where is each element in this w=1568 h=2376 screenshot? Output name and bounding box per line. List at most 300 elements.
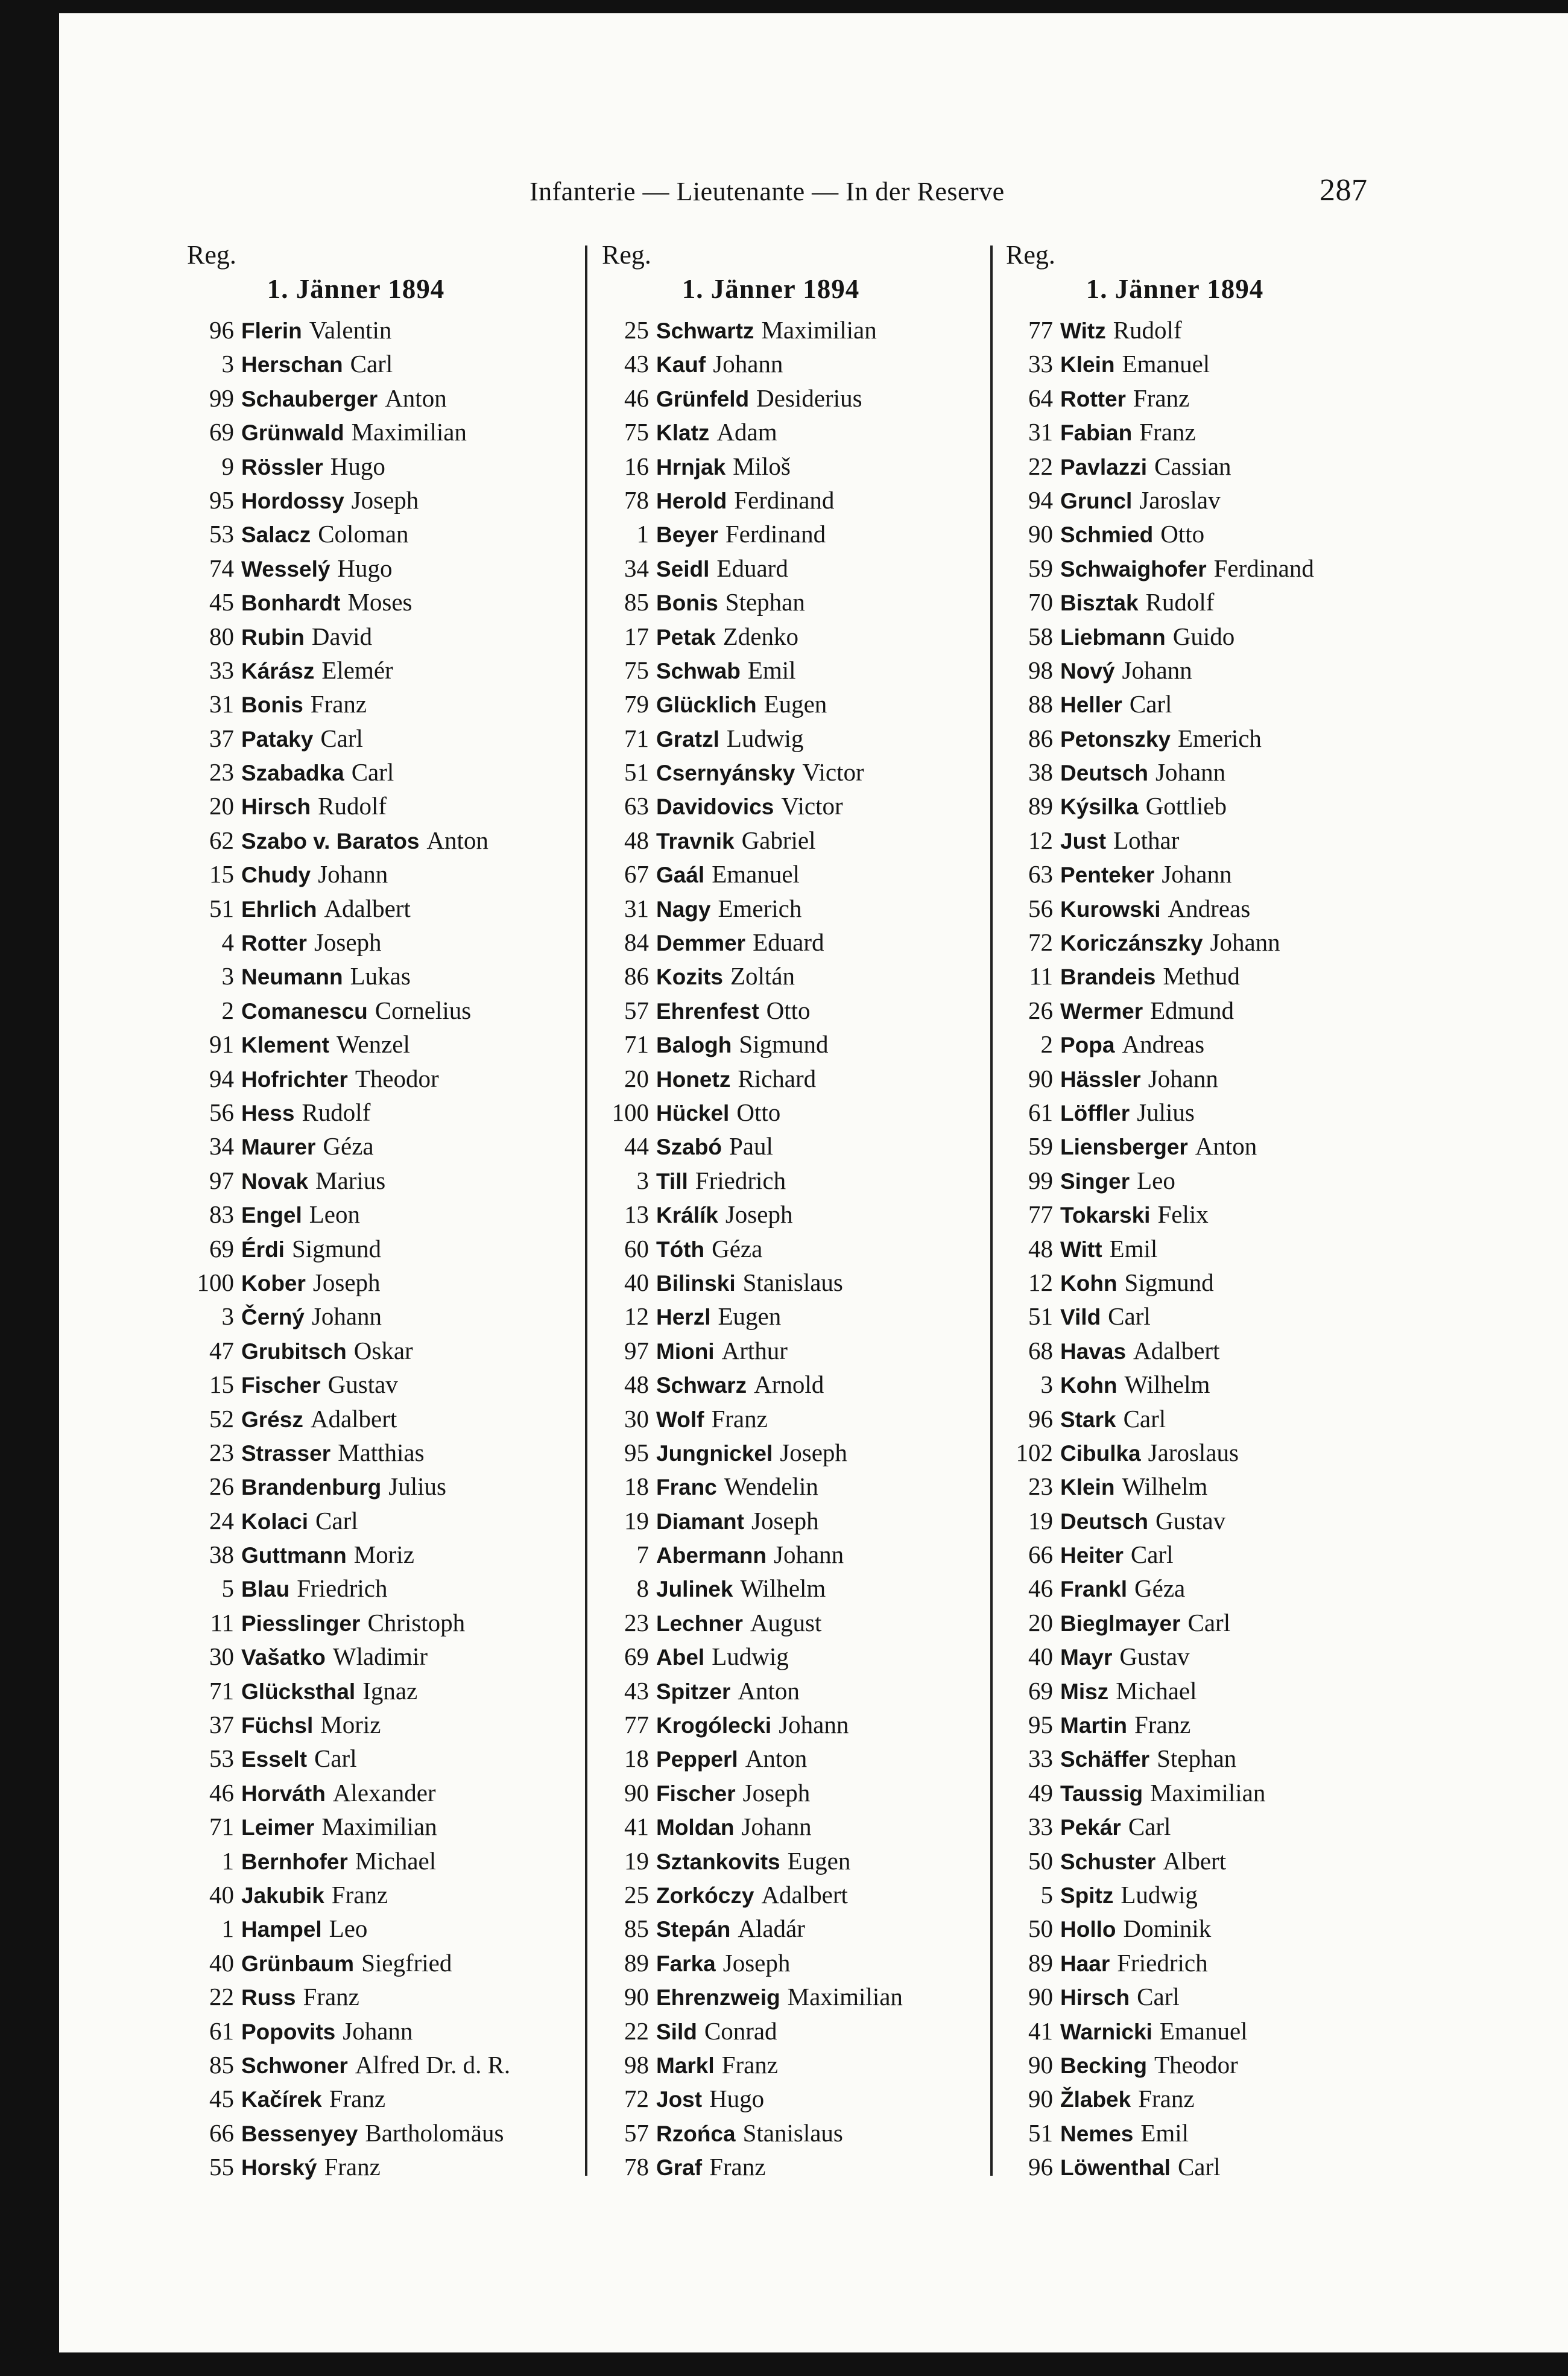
given-name: Adam xyxy=(716,418,777,446)
reg-number: 95 xyxy=(209,486,234,514)
surname: Maurer xyxy=(241,1135,316,1160)
given-name: Adalbert xyxy=(324,894,411,922)
reg-number: 19 xyxy=(1028,1506,1053,1535)
given-name: Stanislaus xyxy=(742,2118,843,2147)
given-name: Arnold xyxy=(754,1370,824,1399)
list-item xyxy=(187,1129,525,1163)
given-name: Emil xyxy=(747,656,796,684)
list-item xyxy=(602,1606,940,1639)
given-name: Rudolf xyxy=(318,792,387,820)
given-name: Otto xyxy=(766,996,811,1024)
given-name: Gabriel xyxy=(741,826,816,854)
given-name: Carl xyxy=(1187,1608,1231,1636)
given-name: Wenzel xyxy=(336,1030,410,1059)
list-item xyxy=(602,857,940,891)
reg-number: 30 xyxy=(209,1643,234,1671)
given-name: Joseph xyxy=(722,1948,791,1977)
reg-number: 4 xyxy=(221,928,234,957)
reg-number: 51 xyxy=(209,894,234,922)
given-name: Otto xyxy=(1160,520,1205,548)
surname: Rubin xyxy=(241,624,305,650)
given-name: Carl xyxy=(314,1744,357,1773)
given-name: Ferdinand xyxy=(1213,554,1314,582)
list-item xyxy=(187,1741,525,1775)
given-name: Andreas xyxy=(1168,894,1251,922)
given-name: Julius xyxy=(388,1472,446,1501)
reg-number: 48 xyxy=(1028,1234,1053,1262)
surname: Sztankovits xyxy=(656,1849,780,1874)
list-item xyxy=(602,2116,940,2150)
list-item xyxy=(1006,1436,1344,1469)
reg-number: 53 xyxy=(209,1744,234,1773)
surname: Zorkóczy xyxy=(656,1883,754,1908)
list-item xyxy=(187,1674,525,1708)
surname: Schuster xyxy=(1060,1849,1156,1874)
surname: Gratzl xyxy=(656,726,719,752)
list-item xyxy=(1006,449,1344,483)
reg-number: 79 xyxy=(624,690,649,718)
entry-list xyxy=(187,313,525,2184)
list-item xyxy=(602,959,940,993)
surname: Liebmann xyxy=(1060,624,1166,650)
surname: Haar xyxy=(1060,1951,1110,1976)
given-name: Johann xyxy=(311,1302,382,1331)
list-item xyxy=(187,1844,525,1878)
list-item xyxy=(602,585,940,619)
list-item xyxy=(602,823,940,857)
reg-number: 91 xyxy=(209,1030,234,1059)
entry-list xyxy=(1006,313,1344,2184)
given-name: Bartholomäus xyxy=(365,2118,504,2147)
given-name: Carl xyxy=(1128,1813,1171,1841)
given-name: Maximilian xyxy=(787,1983,903,2011)
list-item xyxy=(187,1469,525,1503)
surname: Klein xyxy=(1060,352,1115,378)
list-item xyxy=(602,1436,940,1469)
given-name: Ferdinand xyxy=(725,520,826,548)
reg-number: 45 xyxy=(209,2085,234,2113)
given-name: Carl xyxy=(320,724,363,752)
reg-number: 44 xyxy=(624,1132,649,1161)
reg-number: 17 xyxy=(624,622,649,650)
list-item xyxy=(187,313,525,347)
surname: Spitz xyxy=(1060,1883,1114,1908)
given-name: Eugen xyxy=(787,1846,851,1875)
reg-number: 90 xyxy=(624,1778,649,1807)
given-name: Gottlieb xyxy=(1145,792,1227,820)
list-item xyxy=(187,551,525,585)
reg-number: 98 xyxy=(624,2050,649,2079)
given-name: Dominik xyxy=(1123,1915,1212,1943)
surname: Tóth xyxy=(656,1237,705,1262)
given-name: Michael xyxy=(1116,1676,1197,1705)
surname: Comanescu xyxy=(241,998,368,1024)
list-item xyxy=(187,1402,525,1436)
given-name: Joseph xyxy=(351,486,419,514)
surname: Sild xyxy=(656,2019,697,2044)
given-name: Oskar xyxy=(353,1336,413,1364)
reg-number: 7 xyxy=(636,1541,649,1569)
given-name: David xyxy=(311,622,373,650)
surname: Herschan xyxy=(241,352,343,378)
surname: Szabó xyxy=(656,1135,722,1160)
given-name: Hugo xyxy=(330,452,385,480)
reg-number: 89 xyxy=(624,1948,649,1977)
surname: Farka xyxy=(656,1951,716,1976)
reg-number: 80 xyxy=(209,622,234,650)
given-name: Stanislaus xyxy=(742,1268,843,1296)
entry-list xyxy=(602,313,940,2184)
surname: Bonis xyxy=(656,591,718,616)
surname: Klein xyxy=(1060,1475,1115,1500)
reg-number: 66 xyxy=(1028,1541,1053,1569)
list-item xyxy=(187,1776,525,1810)
reg-number: 11 xyxy=(210,1608,234,1636)
given-name: Matthias xyxy=(338,1438,425,1466)
reg-number: 98 xyxy=(1028,656,1053,684)
given-name: Ludwig xyxy=(712,1643,789,1671)
surname: Nagy xyxy=(656,896,711,922)
reg-number: 71 xyxy=(209,1813,234,1841)
given-name: Carl xyxy=(1129,690,1172,718)
given-name: Theodor xyxy=(355,1064,439,1092)
list-item xyxy=(187,1571,525,1605)
given-name: Géza xyxy=(712,1234,763,1262)
list-item xyxy=(187,653,525,687)
surname: Hirsch xyxy=(241,794,311,820)
given-name: Adalbert xyxy=(310,1404,397,1433)
surname: Seidl xyxy=(656,556,710,581)
given-name: Franz xyxy=(1139,418,1196,446)
reg-number: 12 xyxy=(1028,826,1053,854)
given-name: Adalbert xyxy=(1133,1336,1220,1364)
surname: Strasser xyxy=(241,1440,331,1466)
surname: Hordossy xyxy=(241,488,344,513)
reg-number: 31 xyxy=(209,690,234,718)
reg-number: 3 xyxy=(221,1302,234,1331)
list-item xyxy=(1006,381,1344,415)
given-name: Victor xyxy=(781,792,843,820)
list-item xyxy=(602,1878,940,1912)
reg-number: 90 xyxy=(1028,520,1053,548)
given-name: Joseph xyxy=(314,928,382,957)
list-item xyxy=(187,619,525,653)
list-item xyxy=(1006,1469,1344,1503)
surname: Petonszky xyxy=(1060,726,1171,752)
list-item xyxy=(602,2150,940,2184)
list-item xyxy=(1006,551,1344,585)
reg-number: 96 xyxy=(1028,2153,1053,2181)
given-name: Julius xyxy=(1137,1098,1195,1126)
surname: Vašatko xyxy=(241,1645,326,1670)
given-name: Aladár xyxy=(738,1915,805,1943)
list-item xyxy=(187,993,525,1027)
reg-number: 95 xyxy=(624,1438,649,1466)
given-name: Géza xyxy=(323,1132,374,1161)
reg-number: 40 xyxy=(624,1268,649,1296)
reg-number: 51 xyxy=(1028,2118,1053,2147)
surname: Hampel xyxy=(241,1917,322,1942)
reg-number: 41 xyxy=(1028,2016,1053,2045)
list-item xyxy=(1006,1912,1344,1945)
list-item xyxy=(602,483,940,517)
given-name: Maximilian xyxy=(321,1813,437,1841)
surname: Beyer xyxy=(656,522,718,548)
list-item xyxy=(602,1027,940,1061)
surname: Černý xyxy=(241,1305,305,1330)
surname: Stepán xyxy=(656,1917,731,1942)
list-item xyxy=(187,721,525,755)
reg-number: 1 xyxy=(636,520,649,548)
given-name: Richard xyxy=(738,1064,817,1092)
reg-number: 94 xyxy=(1028,486,1053,514)
list-item xyxy=(1006,619,1344,653)
given-name: Carl xyxy=(351,758,394,787)
list-item xyxy=(187,1164,525,1197)
surname: Mioni xyxy=(656,1338,715,1364)
given-name: Eduard xyxy=(716,554,788,582)
list-item xyxy=(187,789,525,823)
list-item xyxy=(602,1504,940,1538)
surname: Klatz xyxy=(656,420,710,446)
reg-number: 75 xyxy=(624,656,649,684)
given-name: Emerich xyxy=(1178,724,1262,752)
list-item xyxy=(187,381,525,415)
reg-number: 33 xyxy=(1028,350,1053,378)
surname: Ehrenzweig xyxy=(656,1985,780,2010)
reg-number: 77 xyxy=(624,1711,649,1739)
given-name: Leo xyxy=(329,1915,368,1943)
reg-number: 69 xyxy=(624,1643,649,1671)
column-2 xyxy=(602,239,940,2184)
surname: Klement xyxy=(241,1033,329,1058)
given-name: Carl xyxy=(1137,1983,1180,2011)
list-item xyxy=(1006,1164,1344,1197)
reg-number: 3 xyxy=(636,1166,649,1194)
surname: Petak xyxy=(656,624,716,650)
given-name: Leon xyxy=(309,1200,360,1229)
given-name: Johann xyxy=(1162,860,1232,889)
given-name: Franz xyxy=(310,690,367,718)
given-name: Sigmund xyxy=(291,1234,382,1262)
given-name: Otto xyxy=(736,1098,781,1126)
surname: Kohn xyxy=(1060,1373,1118,1398)
given-name: Franz xyxy=(331,1880,388,1909)
surname: Schauberger xyxy=(241,386,378,411)
reg-number: 31 xyxy=(1028,418,1053,446)
list-item xyxy=(1006,517,1344,551)
surname: Gaál xyxy=(656,863,705,888)
given-name: Joseph xyxy=(780,1438,847,1466)
given-name: Leo xyxy=(1137,1166,1175,1194)
given-name: Franz xyxy=(329,2085,386,2113)
surname: Fischer xyxy=(241,1373,321,1398)
surname: Löffler xyxy=(1060,1100,1130,1126)
surname: Spitzer xyxy=(656,1679,731,1704)
reg-number: 86 xyxy=(624,962,649,990)
reg-number: 72 xyxy=(624,2085,649,2113)
given-name: Desiderius xyxy=(756,384,862,412)
reg-number: 61 xyxy=(1028,1098,1053,1126)
reg-number: 45 xyxy=(209,588,234,616)
reg-number: 47 xyxy=(209,1336,234,1364)
column-rule xyxy=(990,246,993,2176)
given-name: Paul xyxy=(729,1132,773,1161)
list-item xyxy=(1006,1095,1344,1129)
surname: Tokarski xyxy=(1060,1203,1151,1228)
reg-number: 34 xyxy=(624,554,649,582)
list-item xyxy=(1006,1878,1344,1912)
surname: Kozits xyxy=(656,965,723,990)
reg-number: 78 xyxy=(624,2153,649,2181)
given-name: Joseph xyxy=(312,1268,381,1296)
reg-number: 8 xyxy=(636,1574,649,1603)
given-name: Friedrich xyxy=(1117,1948,1208,1977)
given-name: Victor xyxy=(802,758,864,787)
list-item xyxy=(602,993,940,1027)
list-item xyxy=(602,1980,940,2013)
list-item xyxy=(602,687,940,721)
reg-number: 85 xyxy=(624,588,649,616)
list-item xyxy=(602,1232,940,1266)
surname: Hollo xyxy=(1060,1917,1116,1942)
reg-number: 20 xyxy=(624,1064,649,1092)
surname: Szabo v. Baratos xyxy=(241,828,420,854)
given-name: Franz xyxy=(1138,2085,1195,2113)
reg-number: 40 xyxy=(1028,1643,1053,1671)
surname: Bonis xyxy=(241,692,303,718)
page-title: Infanterie — Lieutenante — In der Reserve xyxy=(530,177,1005,206)
surname: Pataky xyxy=(241,726,314,752)
surname: Flerin xyxy=(241,318,302,343)
list-item xyxy=(602,1266,940,1299)
list-item xyxy=(1006,1062,1344,1095)
surname: Wermer xyxy=(1060,998,1143,1024)
reg-number: 22 xyxy=(624,2016,649,2045)
given-name: Sigmund xyxy=(739,1030,829,1059)
surname: Glücklich xyxy=(656,692,757,718)
date-heading: 1. Jänner 1894 xyxy=(681,274,860,304)
reg-number: 72 xyxy=(1028,928,1053,957)
list-item xyxy=(187,1232,525,1266)
list-item xyxy=(602,1741,940,1775)
surname: Deutsch xyxy=(1060,1509,1148,1534)
surname: Gruncl xyxy=(1060,488,1133,513)
given-name: Emil xyxy=(1109,1234,1158,1262)
given-name: Anton xyxy=(385,384,447,412)
surname: Hess xyxy=(241,1100,295,1126)
list-item xyxy=(602,1810,940,1843)
reg-number: 50 xyxy=(1028,1915,1053,1943)
list-item xyxy=(602,1912,940,1945)
reg-number: 89 xyxy=(1028,1948,1053,1977)
surname: Csernyánsky xyxy=(656,761,795,786)
list-item xyxy=(1006,959,1344,993)
reg-number: 38 xyxy=(209,1541,234,1569)
list-item xyxy=(1006,789,1344,823)
list-item xyxy=(1006,2048,1344,2082)
list-item xyxy=(1006,1266,1344,1299)
given-name: Franz xyxy=(709,2153,766,2181)
list-item xyxy=(187,1606,525,1639)
given-name: Jaroslav xyxy=(1139,486,1221,514)
reg-number: 48 xyxy=(624,1370,649,1399)
reg-number: 22 xyxy=(1028,452,1053,480)
given-name: Alfred Dr. d. R. xyxy=(355,2050,511,2079)
list-item xyxy=(1006,1334,1344,1367)
given-name: Johann xyxy=(713,350,783,378)
reg-number: 19 xyxy=(624,1846,649,1875)
list-item xyxy=(602,1674,940,1708)
given-name: Lothar xyxy=(1113,826,1180,854)
given-name: Anton xyxy=(426,826,488,854)
surname: Bieglmayer xyxy=(1060,1611,1181,1636)
reg-number: 51 xyxy=(1028,1302,1053,1331)
list-item xyxy=(1006,2014,1344,2048)
surname: Markl xyxy=(656,2053,715,2078)
list-item xyxy=(187,687,525,721)
list-item xyxy=(187,1946,525,1980)
list-item xyxy=(187,415,525,449)
reg-number: 56 xyxy=(1028,894,1053,922)
reg-number: 67 xyxy=(624,860,649,889)
surname: Králík xyxy=(656,1203,718,1228)
reg-number: 64 xyxy=(1028,384,1053,412)
list-item xyxy=(187,2116,525,2150)
given-name: Cassian xyxy=(1154,452,1231,480)
surname: Heller xyxy=(1060,692,1122,718)
reg-number: 23 xyxy=(624,1608,649,1636)
reg-number: 63 xyxy=(1028,860,1053,889)
given-name: Anton xyxy=(738,1676,800,1705)
surname: Martin xyxy=(1060,1713,1127,1738)
surname: Deutsch xyxy=(1060,761,1148,786)
reg-number: 43 xyxy=(624,350,649,378)
list-item xyxy=(1006,1741,1344,1775)
reg-number: 89 xyxy=(1028,792,1053,820)
given-name: Carl xyxy=(1108,1302,1151,1331)
list-item xyxy=(1006,1538,1344,1571)
surname: Hrnjak xyxy=(656,454,726,480)
reg-number: 84 xyxy=(624,928,649,957)
list-item xyxy=(602,1639,940,1673)
surname: Franc xyxy=(656,1475,717,1500)
reg-number: 70 xyxy=(1028,588,1053,616)
reg-number: 43 xyxy=(624,1676,649,1705)
list-item xyxy=(187,483,525,517)
list-item xyxy=(602,1367,940,1401)
surname: Rzońca xyxy=(656,2121,736,2146)
list-item xyxy=(1006,2116,1344,2150)
reg-number: 1 xyxy=(221,1915,234,1943)
surname: Bisztak xyxy=(1060,591,1139,616)
list-item xyxy=(187,1504,525,1538)
reg-number: 62 xyxy=(209,826,234,854)
reg-number: 33 xyxy=(1028,1813,1053,1841)
reg-number: 56 xyxy=(209,1098,234,1126)
list-item xyxy=(1006,483,1344,517)
given-name: Wilhelm xyxy=(740,1574,826,1603)
list-item xyxy=(602,1129,940,1163)
list-item xyxy=(1006,1674,1344,1708)
surname: Moldan xyxy=(656,1815,735,1840)
reg-number: 58 xyxy=(1028,622,1053,650)
reg-number: 16 xyxy=(624,452,649,480)
reg-number: 69 xyxy=(209,418,234,446)
surname: Hückel xyxy=(656,1100,730,1126)
surname: Schmied xyxy=(1060,522,1154,548)
list-item xyxy=(602,789,940,823)
